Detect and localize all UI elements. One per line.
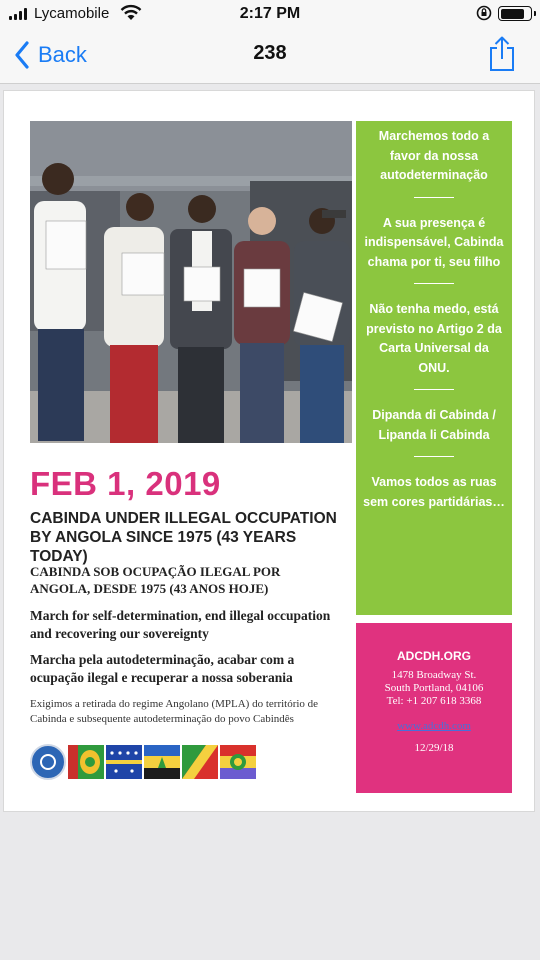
demand-text: Exigimos a retirada do regime Angolano (MPLA) do território de Cabinda e subsequente autodeterminação do povo Cabindês: [30, 698, 319, 725]
flag-emblem-green: [68, 745, 104, 779]
headline-english: CABINDA UNDER ILLEGAL OCCUPATION BY ANGOLA SINCE 1975 (43 YEARS TODAY): [30, 510, 337, 565]
march-description-portuguese: Marcha pela autodeterminação, acabar com a ocupação ilegal e recuperar a nossa soberania: [30, 652, 295, 685]
rotation-lock-icon: [476, 5, 492, 21]
flags-row: [30, 743, 256, 781]
address-line-1: 1478 Broadway St.: [391, 669, 477, 681]
march-description-english: March for self-determination, end illegal occupation and recovering our sovereignty: [30, 608, 331, 641]
status-time: 2:17 PM: [239, 5, 301, 22]
protest-photo: [30, 121, 352, 443]
navigation-bar: [0, 28, 540, 84]
headline-portuguese: CABINDA SOB OCUPAÇÃO ILEGAL POR ANGOLA, DESDE 1975 (43 ANOS HOJE): [30, 564, 281, 596]
status-bar: [0, 0, 540, 28]
address-line-2: South Portland, 04106: [384, 682, 484, 694]
flag-congo: [182, 745, 218, 779]
event-date: FEB 1, 2019: [30, 465, 221, 502]
page-title: 238: [253, 42, 287, 64]
battery-icon: [498, 6, 532, 21]
website-link[interactable]: www.adcdh.com: [397, 720, 471, 732]
flag-red-yellow-blue: [220, 745, 256, 779]
divider: [414, 197, 454, 198]
phone-number: Tel: +1 207 618 3368: [386, 695, 482, 707]
organization-name: ADCDH.ORG: [397, 649, 471, 663]
flyer-date: 12/29/18: [414, 742, 454, 754]
slogans-panel: [356, 121, 512, 615]
flag-blue-stars: [106, 745, 142, 779]
divider: [414, 456, 454, 457]
slogan-2: A sua presença é indispensável, Cabinda chama por ti, seu filho: [364, 215, 504, 269]
battery-level: [501, 9, 525, 19]
divider: [414, 389, 454, 390]
slogan-4: Dipanda di Cabinda / Lipanda li Cabinda: [372, 408, 496, 442]
back-label: Back: [38, 42, 87, 67]
flyer-image: [3, 90, 535, 812]
share-icon[interactable]: [488, 36, 516, 72]
slogan-5: Vamos todos as ruas sem cores partidárias…: [363, 475, 505, 509]
slogan-3: Não tenha medo, está previsto no Artigo 2 da Carta Universal da ONU.: [366, 302, 502, 375]
flag-cabinda: [144, 745, 180, 779]
contact-panel: [356, 623, 512, 793]
organization-emblem: [30, 744, 66, 780]
divider: [414, 283, 454, 284]
slogan-1: Marchemos todo a favor da nossa autodeterminação: [378, 129, 490, 182]
carrier-name: Lycamobile: [34, 5, 110, 22]
